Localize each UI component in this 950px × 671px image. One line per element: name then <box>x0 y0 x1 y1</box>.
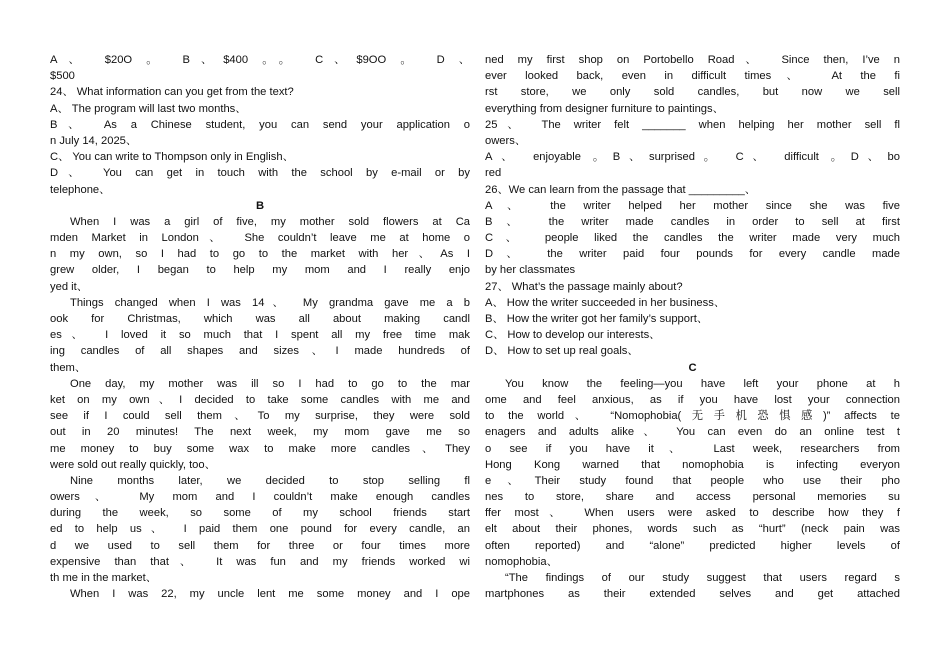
text-line: expensive than that、 It was fun and my friends worked wi <box>50 555 470 568</box>
text-line: B、 As a Chinese student, you can send your application o <box>50 118 470 131</box>
text-line: o see if you have it、 Last week, researchers from <box>485 442 900 455</box>
text-line: out in 20 minutes! The next week, my mom gave me so <box>50 426 470 439</box>
text-line: D、 You can get in touch with the school by e-mail or by <box>50 167 470 180</box>
text-line: telephone、 <box>50 183 111 196</box>
text-line: ffer most、 When users were asked to describe how they f <box>485 507 900 520</box>
text-line: enagers and adults alike、 You can even do an online test t <box>485 426 900 439</box>
text-line: A、 The program will last two months、 <box>50 102 247 115</box>
text-line: martphones as their extended selves and get attached <box>485 588 900 601</box>
text-line: n my own, so I had to go to the market with her、As I <box>50 248 470 261</box>
text-line: th me in the market、 <box>50 572 157 584</box>
text-line: nomophobia、 <box>485 555 558 568</box>
text-line: B、 How the writer got her family’s support、 <box>485 313 709 325</box>
text-line: A、 enjoyable 。B、surprised。 C、 difficult 。D、bo <box>485 151 900 164</box>
text-line: elt about their phones, words such as “hurt” (neck pain was <box>485 523 900 536</box>
section-heading: C <box>688 361 697 374</box>
text-line: Things changed when I was 14、 My grandma gave me a b <box>70 296 470 309</box>
text-line: ing candles of all shapes and sizes、I made hundreds of <box>50 345 470 358</box>
text-line: ket on my own、I decided to take some candles with me and <box>50 393 470 406</box>
text-line: ned my first shop on Portobello Road、 Since then, I’ve n <box>485 54 900 66</box>
text-line: see if I could sell them、To my surprise, they were sold <box>50 410 470 423</box>
text-line: them、 <box>50 361 87 374</box>
section-heading: B <box>255 199 265 212</box>
text-line: owers、 My mom and I couldn’t make enough candles <box>50 491 470 504</box>
text-line: 25、 The writer felt _______ when helping her mother sell fl <box>485 118 900 131</box>
text-line: n July 14, 2025、 <box>50 134 138 147</box>
right-column <box>485 52 900 602</box>
text-line: ook for Christmas, which was all about making candl <box>50 313 470 325</box>
text-line: “The findings of our study suggest that users regard s <box>505 572 900 584</box>
text-line: everything from designer furniture to paintings、 <box>485 102 724 115</box>
text-line: owers、 <box>485 134 527 147</box>
text-line: e、Their study found that people who use their pho <box>485 474 900 487</box>
text-line: grew older, I began to help my mom and I really enjo <box>50 264 470 277</box>
text-line: during the week, so some of my school friends start <box>50 507 470 520</box>
text-line: Nine months later, we decided to stop selling fl <box>70 474 470 487</box>
text-line: rst store, we only sold candles, but now we sell <box>485 86 900 99</box>
text-line: C、 people liked the candles the writer made very much <box>485 232 900 245</box>
text-line: D、 the writer paid four pounds for every candle made <box>485 248 900 261</box>
text-line: red <box>485 167 502 180</box>
text-line: to the world、 “Nomophobia(无手机恐惧感)” affects te <box>485 410 900 423</box>
text-line: C、 How to develop our interests、 <box>485 329 661 342</box>
text-line: es、 I loved it so much that I spent all my free time mak <box>50 329 470 342</box>
text-line: 27、 What’s the passage mainly about? <box>485 280 683 293</box>
text-line: d we used to sell them for three or four times more <box>50 539 470 552</box>
text-line: mden Market in London、 She couldn’t leave me at home o <box>50 232 470 245</box>
left-column <box>50 52 470 602</box>
text-line: ed to help us、 I paid them one pound for every candle, an <box>50 523 470 536</box>
text-line: D、 How to set up real goals、 <box>485 345 639 358</box>
text-line: 24、 What information can you get from the text? <box>50 86 294 99</box>
text-line: When I was 22, my uncle lent me some money and I ope <box>70 588 470 601</box>
text-line: A、 $20O 。 B、$400 。。 C、$9OO 。 D 、 <box>50 54 470 66</box>
text-line: ome and feel anxious, as if you have lost your connection <box>485 393 900 406</box>
text-line: me money to buy some wax to make more candles、They <box>50 442 470 455</box>
text-line: When I was a girl of five, my mother sold flowers at Ca <box>70 215 470 228</box>
text-line: were sold out really quickly, too、 <box>50 458 216 471</box>
text-line: One day, my mother was ill so I had to go to the mar <box>70 377 470 390</box>
text-line: by her classmates <box>485 264 576 277</box>
text-line: C、 You can write to Thompson only in English、 <box>50 151 294 164</box>
text-line: B、 the writer made candles in order to sell at first <box>485 215 900 228</box>
text-line: nes to store, share and access personal memories su <box>485 491 900 504</box>
text-line: yed it、 <box>50 280 88 293</box>
text-line: ever looked back, even in difficult times、 At the fi <box>485 70 900 83</box>
text-line: A、 How the writer succeeded in her business、 <box>485 296 726 309</box>
text-line: A、 the writer helped her mother since she was five <box>485 199 900 212</box>
text-line: $500 <box>50 70 75 83</box>
text-line: often reported) and “alone” predicted higher levels of <box>485 539 900 552</box>
text-line: 26、We can learn from the passage that _________、 <box>485 183 756 196</box>
text-line: You know the feeling—you have left your phone at h <box>505 377 900 390</box>
text-line: Hong Kong warned that nomophobia is infecting everyon <box>485 458 900 471</box>
